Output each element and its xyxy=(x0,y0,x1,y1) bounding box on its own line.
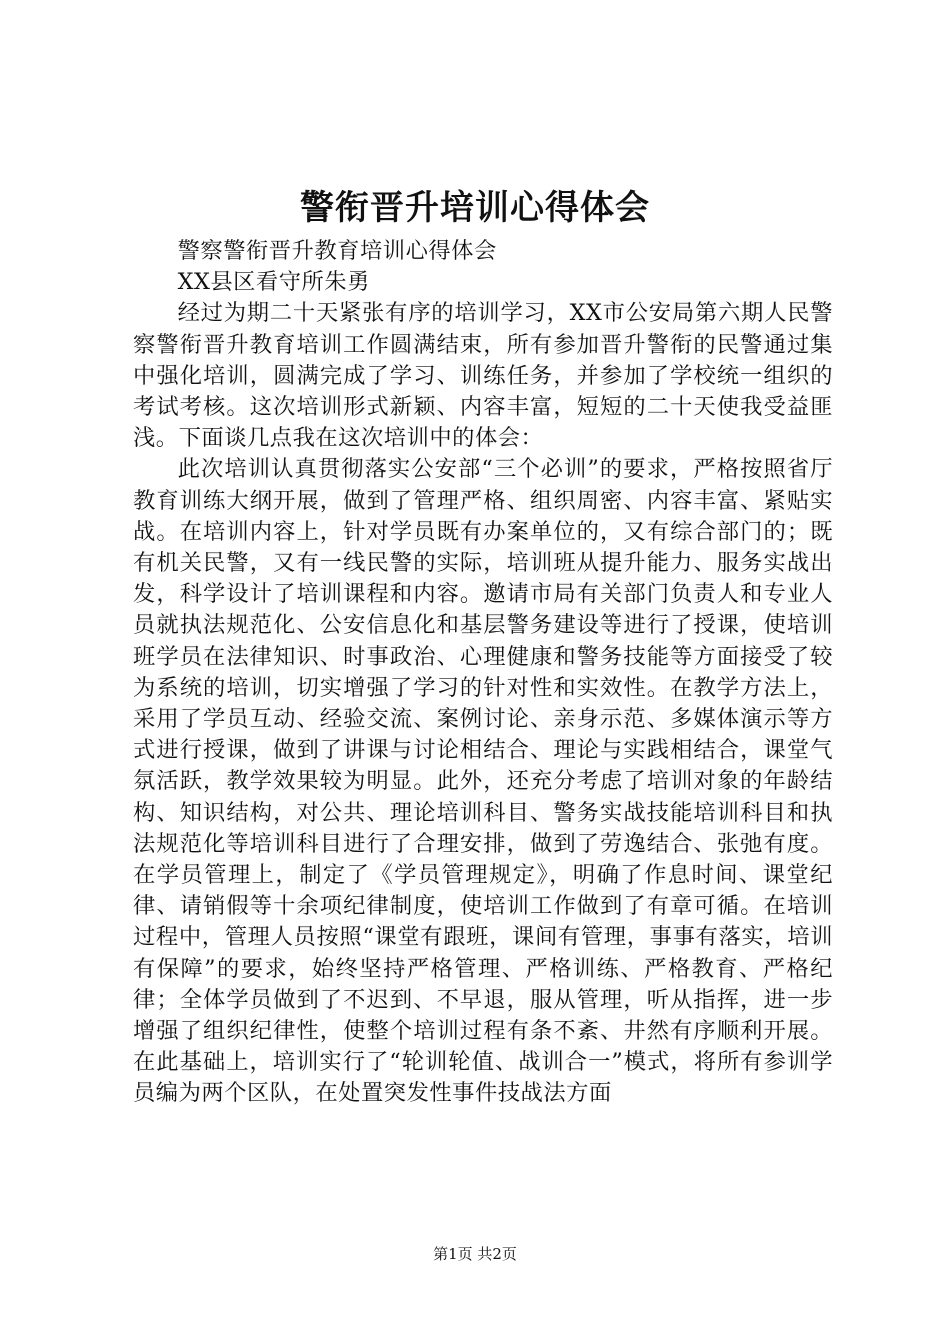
document-subtitle: 警察警衔晋升教育培训心得体会 xyxy=(177,238,497,264)
document-title: 警衔晋升培训心得体会 xyxy=(300,188,650,228)
paragraph-2: 此次培训认真贯彻落实公安部“三个必训”的要求，严格按照省厅教育训练大纲开展，做到了管理严格、组织周密、内容丰富、紧贴实战。在培训内容上，针对学员既有办案单位的，又有综合部门的；既有机关民警，又有一线民警的实际，培训班从提升能力、服务实战出发，科学设计了培训课程和内容。邀请市局有关部门负责人和专业人员就执法规范化、公安信息化和基层警务建设等进行了授课，使培训班学员在法律知识、时事政治、心理健康和警务技能等方面接受了较为系统的培训，切实增强了学习的针对性和实效性。在教学方法上，采用了学员互动、经验交流、案例讨论、亲身示范、多媒体演示等方式进行授课，做到了讲课与讨论相结合、理论与实践相结合，课堂气氛活跃，教学效果较为明显。此外，还充分考虑了培训对象的年龄结构、知识结构，对公共、理论培训科目、警务实战技能培训科目和执法规范化等培训科目进行了合理安排，做到了劳逸结合、张弛有度。在学员管理上，制定了《学员管理规定》，明确了作息时间、课堂纪律、请销假等十余项纪律制度，使培训工作做到了有章可循。在培训过程中，管理人员按照“课堂有跟班，课间有管理，事事有落实，培训有保障”的要求，始终坚持严格管理、严格训练、严格教育、严格纪律；全体学员做到了不迟到、不早退，服从管理，听从指挥，进一步增强了组织纪律性，使整个培训过程有条不紊、井然有序顺利开展。在此基础上，培训实行了“轮训轮值、战训合一”模式，将所有参训学员编为两个区队，在处置突发性事件技战法方面 xyxy=(133,456,833,1107)
author-line: XX县区看守所朱勇 xyxy=(177,269,370,296)
document-body xyxy=(133,236,833,1110)
page-number-footer: 第1页 共2页 xyxy=(433,1245,517,1263)
paragraph-1: 经过为期二十天紧张有序的培训学习，XX市公安局第六期人民警察警衔晋升教育培训工作圆满结束，所有参加晋升警衔的民警通过集中强化培训，圆满完成了学习、训练任务，并参加了学校统一组织的考试考核。这次培训形式新颖、内容丰富，短短的二十天使我受益匪浅。下面谈几点我在这次培训中的体会： xyxy=(133,300,833,452)
